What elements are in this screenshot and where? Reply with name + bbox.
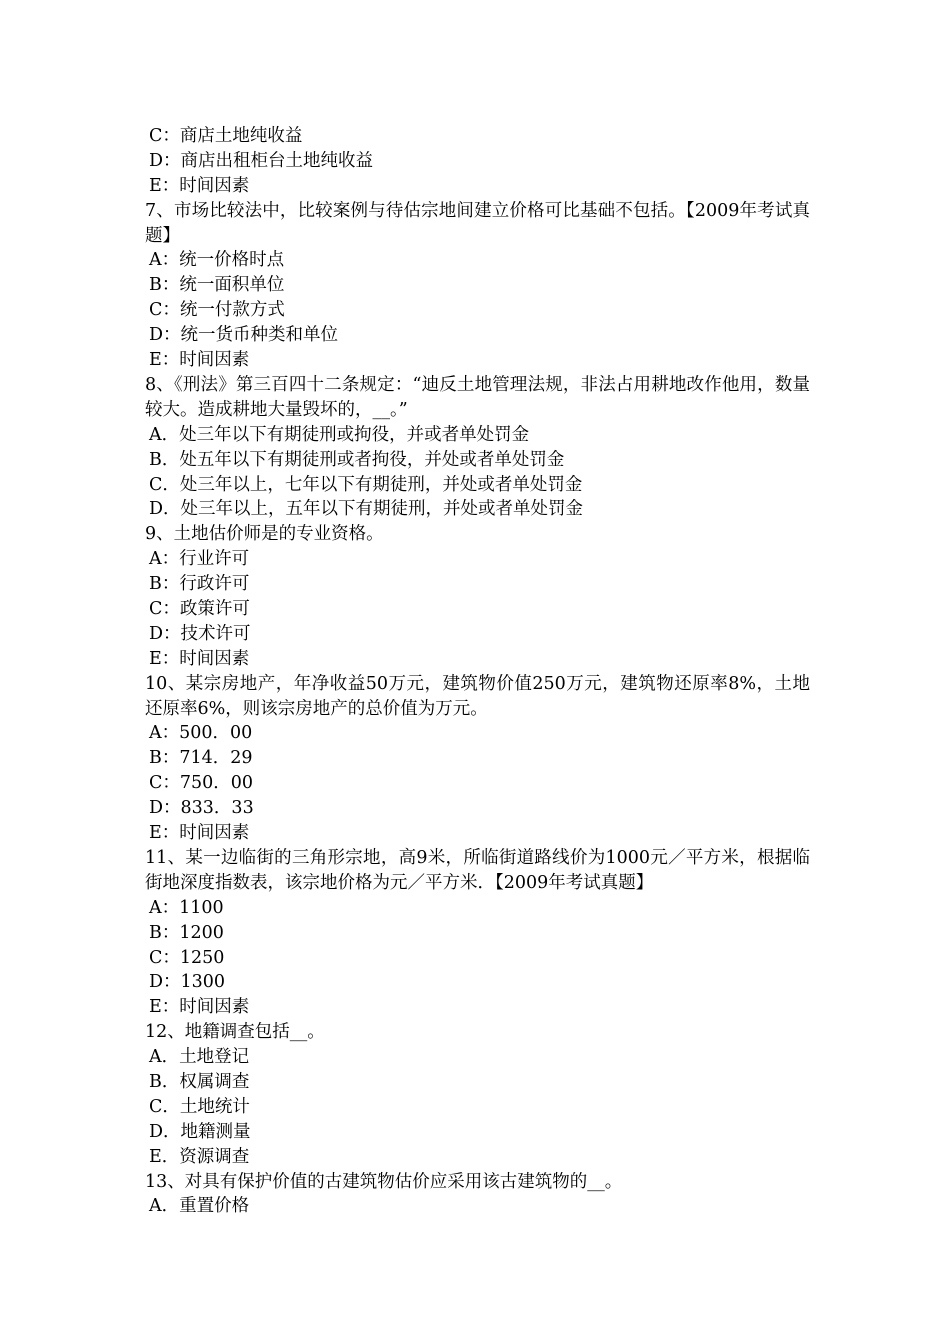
option: D：技术许可 (149, 623, 251, 644)
option: E：时间因素 (149, 997, 250, 1018)
option: A．处三年以下有期徒刑或拘役，并或者单处罚金 (149, 424, 530, 445)
option: D．地籍测量 (149, 1121, 251, 1142)
question-13 (145, 1170, 810, 1220)
option: D：商店出租柜台土地纯收益 (149, 150, 374, 171)
option: B．权属调查 (149, 1072, 250, 1092)
option: E：时间因素 (149, 648, 250, 669)
option: B：统一面积单位 (149, 275, 285, 296)
option: A：行业许可 (149, 549, 250, 570)
question-8 (145, 373, 810, 522)
option: C：商店土地纯收益 (149, 126, 303, 146)
document-page (145, 124, 810, 1219)
option: D：1300 (149, 972, 226, 993)
question-stem: 9、土地估价师是的专业资格。 (145, 524, 384, 545)
option: C：1250 (149, 947, 225, 968)
option: D．处三年以上，五年以下有期徒刑，并处或者单处罚金 (149, 499, 584, 520)
continued-options (145, 124, 810, 199)
option: E：时间因素 (149, 175, 250, 196)
option: A．土地登记 (149, 1047, 250, 1068)
option: C．处三年以上，七年以下有期徒刑，并处或者单处罚金 (149, 474, 583, 495)
question-stem: 11、某一边临街的三角形宗地，高9米，所临街道路线价为1000元／平方米，根据临街地深度指数表，该宗地价格为元／平方米．【2009年考试真题】 (145, 847, 810, 893)
question-7 (145, 199, 810, 373)
question-stem: 12、地籍调查包括__。 (145, 1022, 325, 1043)
option: B：714．29 (149, 748, 253, 769)
option: C：750．00 (149, 773, 254, 794)
question-stem: 7、市场比较法中，比较案例与待估宗地间建立价格可比基础不包括。【2009年考试真题】 (145, 200, 810, 246)
option: A．重置价格 (149, 1196, 250, 1217)
option: B：行政许可 (149, 574, 250, 595)
option: D：统一货币种类和单位 (149, 325, 339, 346)
option: C：统一付款方式 (149, 300, 285, 321)
question-9 (145, 522, 810, 671)
option: E：时间因素 (149, 350, 250, 371)
option: A：500．00 (149, 723, 253, 744)
question-10 (145, 672, 810, 846)
option: A：统一价格时点 (149, 250, 285, 271)
question-11 (145, 846, 810, 1020)
option: D：833．33 (149, 798, 254, 819)
option: B：1200 (149, 922, 224, 943)
option: C：政策许可 (149, 599, 250, 619)
question-stem: 8、《刑法》第三百四十二条规定：“迪反土地管理法规，非法占用耕地改作他用，数量较大。造成耕地大量毁坏的，__。” (145, 374, 810, 420)
option: C．土地统计 (149, 1096, 250, 1117)
question-stem: 13、对具有保护价值的古建筑物估价应采用该古建筑物的__。 (145, 1171, 623, 1192)
question-12 (145, 1020, 810, 1169)
option: E．资源调查 (149, 1146, 250, 1167)
option: E：时间因素 (149, 823, 250, 844)
option: B．处五年以下有期徒刑或者拘役，并处或者单处罚金 (149, 449, 565, 470)
question-stem: 10、某宗房地产，年净收益50万元，建筑物价值250万元，建筑物还原率8%，土地还原率6%，则该宗房地产的总价值为万元。 (145, 673, 810, 719)
option: A：1100 (149, 897, 224, 918)
